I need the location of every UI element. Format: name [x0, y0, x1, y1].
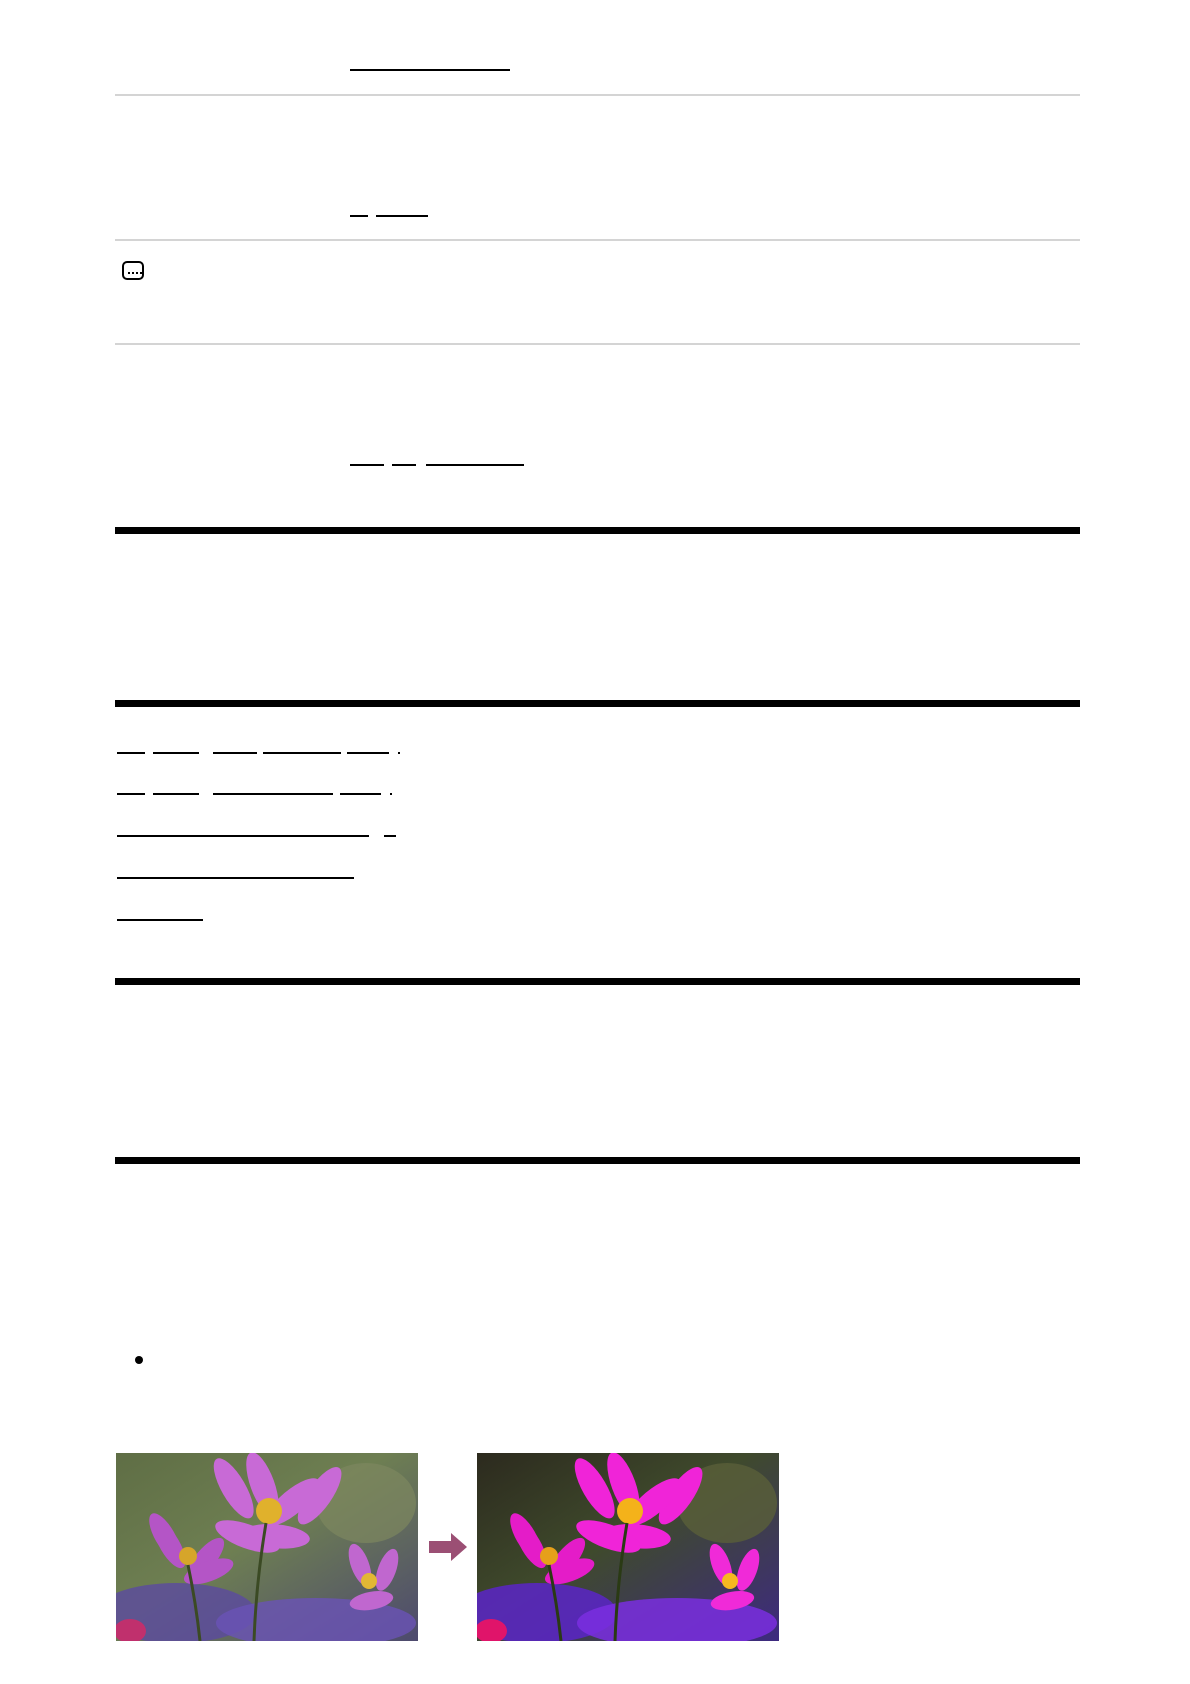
row1-link[interactable] [350, 69, 510, 71]
section-rule [115, 1157, 1080, 1164]
link-2-b[interactable] [153, 793, 199, 795]
link-1-dot [398, 752, 400, 754]
list-bullet [135, 1356, 143, 1364]
row4-link-b[interactable] [392, 464, 416, 466]
section-rule [115, 700, 1080, 707]
link-3-a[interactable] [117, 835, 369, 837]
flower-after-image [477, 1453, 779, 1641]
link-2-dot [390, 793, 392, 795]
link-4[interactable] [117, 877, 354, 879]
link-1-a[interactable] [117, 752, 145, 754]
link-2-d[interactable] [340, 793, 381, 795]
section-rule [115, 527, 1080, 534]
link-2-c[interactable] [213, 793, 333, 795]
link-1-d[interactable] [263, 752, 341, 754]
link-2-a[interactable] [117, 793, 145, 795]
row4-link-a[interactable] [350, 464, 384, 466]
row2-link-a[interactable] [350, 215, 368, 217]
link-5[interactable] [117, 919, 203, 921]
flower-before-image [116, 1453, 418, 1641]
subtitle-icon [122, 261, 144, 280]
link-1-e[interactable] [347, 752, 389, 754]
row4-link-c[interactable] [426, 464, 524, 466]
section-rule [115, 978, 1080, 985]
link-3-b[interactable] [384, 835, 396, 837]
row2-link-b[interactable] [376, 215, 428, 217]
row-separator [115, 94, 1080, 96]
arrow-right-icon [429, 1533, 467, 1561]
row-separator [115, 239, 1080, 241]
link-1-b[interactable] [153, 752, 199, 754]
link-1-c[interactable] [213, 752, 257, 754]
row-separator [115, 343, 1080, 345]
